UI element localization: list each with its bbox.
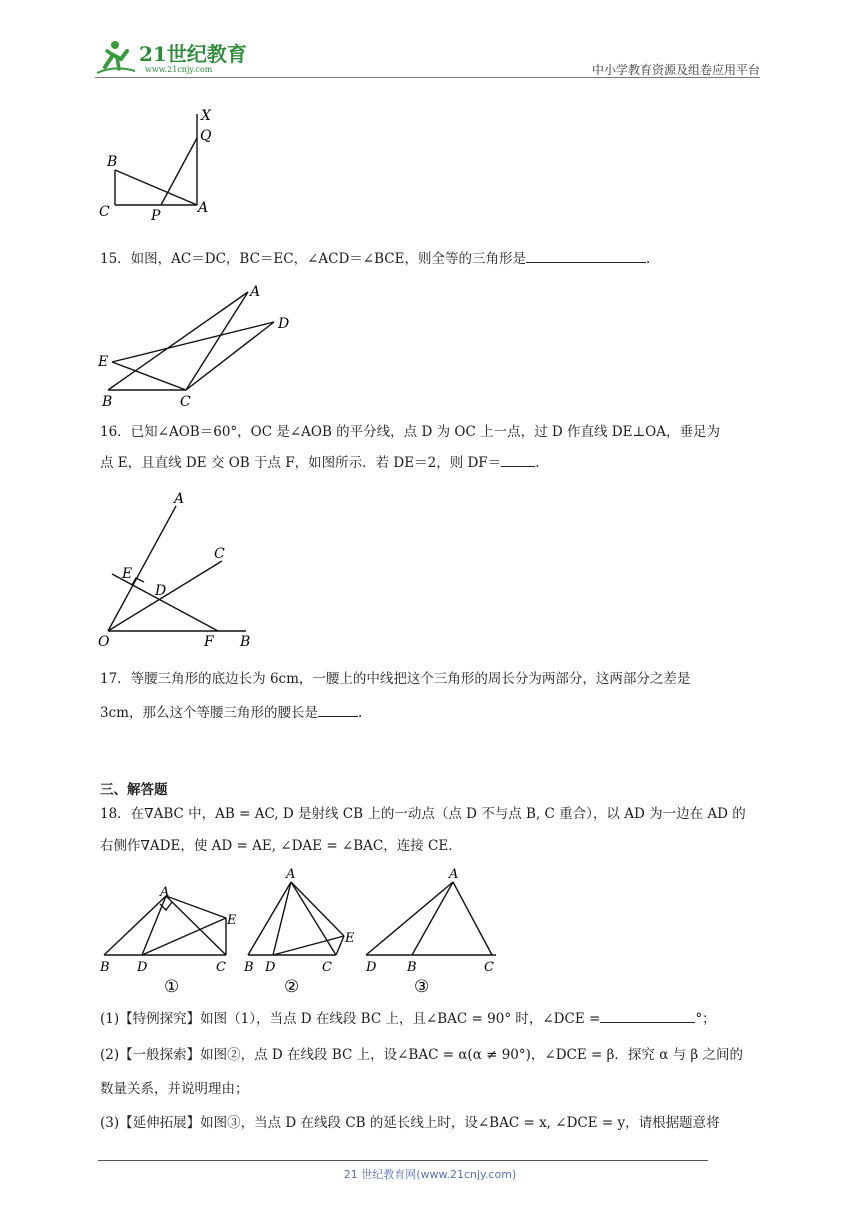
- svg-text:C: C: [216, 960, 226, 975]
- header-divider: [95, 77, 760, 78]
- q18-line-2: 右侧作∇ADE，使 AD = AE, ∠DAE = ∠BAC，连接 CE．: [100, 838, 462, 854]
- label-A: A: [174, 491, 185, 507]
- svg-text:B: B: [100, 960, 110, 975]
- svg-text:A: A: [286, 867, 296, 882]
- label-B: B: [240, 634, 251, 650]
- question-18: [100, 804, 765, 856]
- logo-sub: www.21cnjy.com: [145, 65, 213, 74]
- q17-line-1: 17．等腰三角形的底边长为 6cm，一腰上的中线把这个三角形的周长分为两部分，这两部分之差是: [100, 671, 691, 687]
- q15-answer-blank[interactable]: [526, 248, 646, 263]
- label-C: C: [214, 546, 225, 562]
- svg-text:A: A: [160, 885, 170, 900]
- svg-text:B: B: [244, 960, 254, 975]
- figure-18-2: [248, 882, 344, 955]
- footer-divider: [98, 1160, 708, 1161]
- q16-answer-blank[interactable]: [501, 452, 535, 467]
- q18-part-3-line-1: (3)【延伸拓展】如图③，当点 D 在线段 CB 的延长线上时，设∠BAC = x, ∠DCE = y，请根据题意将: [100, 1115, 720, 1131]
- svg-text:D: D: [137, 960, 148, 975]
- label-C: C: [180, 394, 191, 410]
- figure-15: [98, 282, 298, 410]
- q17-line-2: 3cm，那么这个等腰三角形的腰长是: [100, 705, 318, 721]
- figure-18-1: [104, 896, 226, 955]
- svg-text:E: E: [345, 931, 355, 946]
- label-B: B: [102, 394, 113, 410]
- svg-text:C: C: [322, 960, 332, 975]
- q15-text: 15．如图，AC＝DC，BC＝EC，∠ACD＝∠BCE，则全等的三角形是: [100, 251, 526, 267]
- q18-part-1: (1)【特例探究】如图（1），当点 D 在线段 BC 上，且∠BAC = 90° 时，∠DCE =: [100, 1011, 601, 1027]
- label-B: B: [107, 154, 118, 170]
- label-Q: Q: [200, 128, 212, 144]
- svg-text:D: D: [366, 960, 377, 975]
- site-name: 中小学教育资源及组卷应用平台: [591, 63, 760, 77]
- label-A: A: [250, 284, 261, 300]
- question-16: 16．已知∠AOB＝60°，OC 是∠AOB 的平分线，点 D 为 OC 上一点，过 D 作直线 DE⊥OA，垂足为 点 E，且直线 DE 交 OB 于点 F，如图所示．若 DE＝2，则 DF＝ .: [100, 422, 765, 473]
- svg-text:C: C: [484, 960, 494, 975]
- site-logo: [95, 37, 260, 77]
- svg-text:③: ③: [414, 977, 430, 997]
- section-title: 三、解答题: [100, 782, 168, 798]
- question-15: 15．如图，AC＝DC，BC＝EC，∠ACD＝∠BCE，则全等的三角形是 .: [100, 248, 650, 269]
- footer-text[interactable]: 21 世纪教育网(www.21cnjy.com): [343, 1168, 517, 1181]
- label-F: F: [204, 634, 214, 650]
- label-D: D: [155, 583, 167, 599]
- q16-line-2: 点 E，且直线 DE 交 OB 于点 F，如图所示．若 DE＝2，则 DF＝: [100, 455, 502, 471]
- label-C: C: [99, 204, 110, 220]
- label-O: O: [98, 634, 110, 650]
- svg-text:D: D: [265, 960, 276, 975]
- logo-main: 21世纪教育: [139, 42, 247, 66]
- question-17: 17．等腰三角形的底边长为 6cm，一腰上的中线把这个三角形的周长分为两部分，这两部分之差是 3cm，那么这个等腰三角形的腰长是 .: [100, 669, 765, 723]
- q17-answer-blank[interactable]: [318, 702, 358, 717]
- q18-line-1: 18．在∇ABC 中，AB = AC, D 是射线 CB 上的一动点（点 D 不与点 B, C 重合），以 AD 为一边在 AD 的: [100, 806, 746, 822]
- svg-text:①: ①: [164, 977, 180, 997]
- svg-text:A: A: [449, 867, 459, 882]
- figure-18: [96, 866, 506, 1001]
- q18-p1-answer-blank[interactable]: [600, 1008, 695, 1023]
- q18-part-2-line-1: (2)【一般探索】如图②，点 D 在线段 BC 上，设∠BAC = α(α ≠ 90°)，∠DCE = β．探究 α 与 β 之间的: [100, 1047, 744, 1063]
- svg-text:B: B: [407, 960, 417, 975]
- svg-text:E: E: [227, 913, 237, 928]
- label-X: X: [201, 108, 211, 124]
- figure-16: [98, 488, 258, 653]
- label-P: P: [151, 208, 161, 224]
- label-D: D: [278, 316, 290, 332]
- q18-part-2-line-2: 数量关系，并说明理由；: [100, 1081, 249, 1097]
- q16-line-1: 16．已知∠AOB＝60°，OC 是∠AOB 的平分线，点 D 为 OC 上一点，过 D 作直线 DE⊥OA，垂足为: [100, 424, 720, 440]
- figure-14: [95, 100, 225, 225]
- runner-icon: [97, 41, 135, 73]
- question-18-parts: (1)【特例探究】如图（1），当点 D 在线段 BC 上，且∠BAC = 90° 时，∠DCE = °； (2)【一般探索】如图②，点 D 在线段 BC 上，设∠BAC = α(α ≠ 90°)，∠DCE = β．探究 α 与 β 之间的 数量关系，并说明理由； (3)【延伸拓展】如图③，当点 D 在线段 CB 的延长线上时，设∠BAC = x, ∠DCE = y，请根据题意将: [100, 1008, 765, 1133]
- figure-18-3: [366, 882, 496, 955]
- label-A: A: [198, 200, 209, 216]
- svg-text:②: ②: [284, 977, 300, 997]
- label-E: E: [98, 354, 109, 370]
- label-E: E: [122, 566, 133, 582]
